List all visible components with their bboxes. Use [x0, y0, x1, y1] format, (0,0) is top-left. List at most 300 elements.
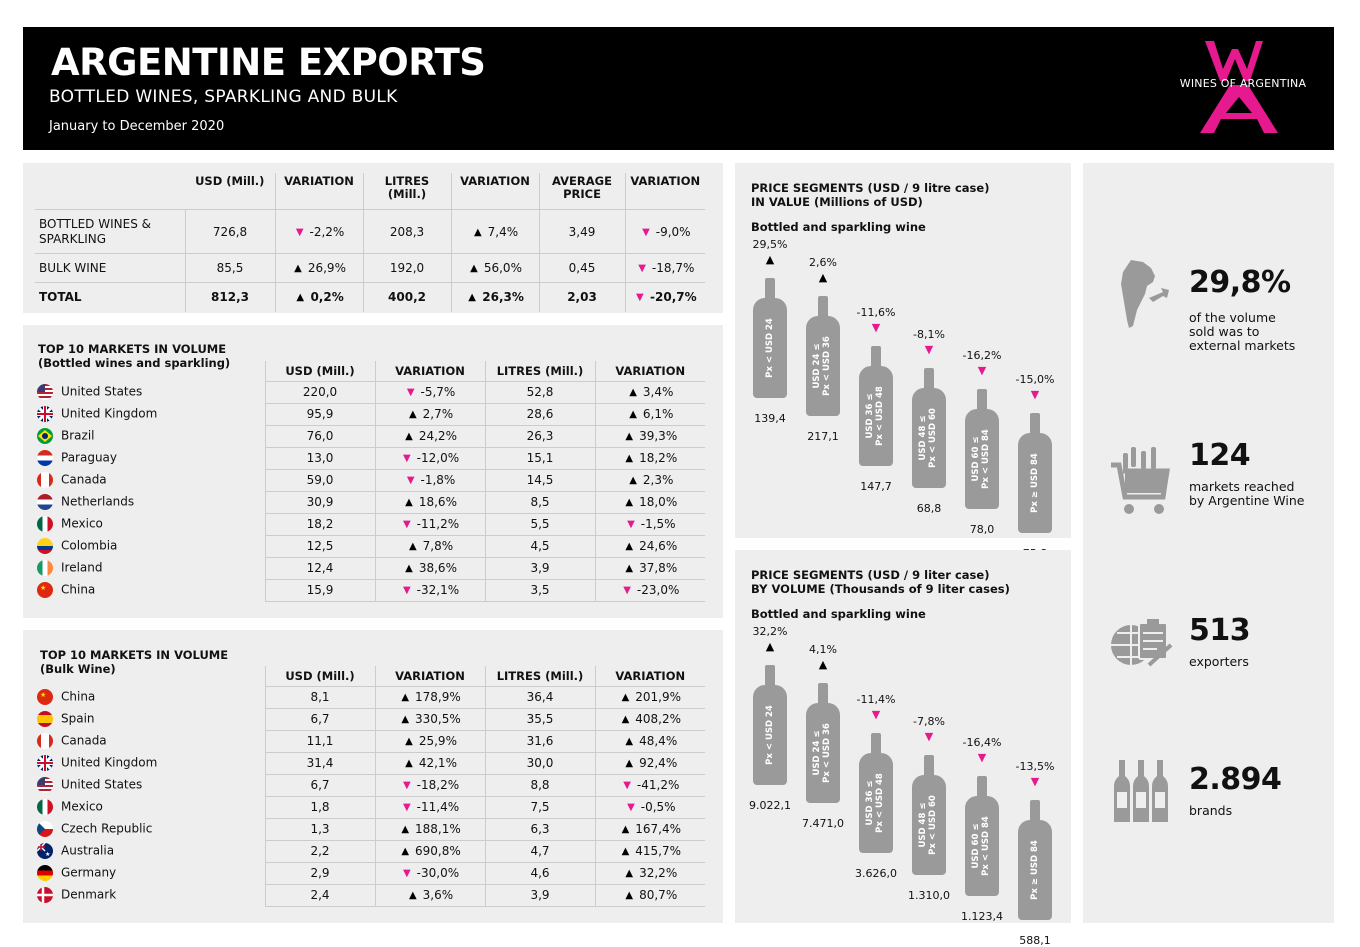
segment-variation: -8,1%: [913, 328, 945, 341]
segment-value: 139,4: [754, 412, 786, 425]
segment-label: USD 48 ≤ Px < USD 60: [918, 408, 938, 468]
variation-cell: ▼ -2,2%: [275, 210, 363, 254]
variation-cell: ▼ -9,0%: [625, 210, 705, 254]
variation-cell: ▲ 0,2%: [275, 283, 363, 312]
arrow-up-icon: ▲: [405, 736, 413, 747]
litres-cell: 4,5: [485, 535, 595, 557]
litres-cell: 192,0: [363, 254, 451, 283]
segment-variation: 4,1%: [809, 643, 837, 656]
country-name: Australia: [61, 843, 115, 858]
segment-variation: -11,4%: [856, 693, 896, 706]
arrow-down-icon: ▼: [642, 226, 650, 238]
table-row: [35, 579, 705, 601]
price-cell: 0,45: [539, 254, 625, 283]
segment-value: 3.626,0: [855, 867, 897, 880]
stat-text: markets reached by Argentine Wine: [1189, 479, 1305, 508]
col-variation: VARIATION: [595, 666, 705, 686]
country-cell: [35, 381, 265, 403]
country-name: China: [61, 582, 96, 597]
usd-cell: 6,7: [265, 708, 375, 730]
usd-cell: 95,9: [265, 403, 375, 425]
arrow-down-icon: ▼: [1030, 388, 1040, 401]
arrow-down-icon: ▼: [623, 585, 631, 596]
arrow-down-icon: ▼: [977, 751, 987, 764]
segment-label: USD 36 ≤ Px < USD 48: [865, 773, 885, 833]
col-litres: LITRES (Mill.): [485, 361, 595, 381]
arrow-down-icon: ▼: [403, 780, 411, 791]
arrow-up-icon: ▲: [818, 658, 828, 671]
litres-cell: 8,8: [485, 774, 595, 796]
arrow-up-icon: ▲: [621, 846, 630, 857]
segment-variation: 29,5%: [752, 238, 788, 251]
litres-cell: 3,9: [485, 557, 595, 579]
arrow-down-icon: ▼: [403, 802, 411, 813]
country-cell: [35, 774, 265, 796]
table-row: [35, 535, 705, 557]
arrow-up-icon: ▲: [625, 563, 634, 574]
variation-cell: ▼ -12,0%: [375, 447, 485, 469]
arrow-up-icon: ▲: [408, 409, 417, 420]
variation-cell: ▲ 48,4%: [595, 730, 705, 752]
segment-value: 588,1: [1019, 934, 1051, 947]
stat-number: 2.894: [1189, 762, 1282, 797]
flag-ca-icon: [37, 733, 53, 749]
usd-cell: 2,4: [265, 884, 375, 906]
price-cell: 2,03: [539, 283, 625, 312]
variation-cell: ▼ -11,2%: [375, 513, 485, 535]
table-row: [35, 491, 705, 513]
flag-uk-icon: [37, 406, 53, 422]
col-litres: LITRES (Mill.): [485, 666, 595, 686]
arrow-up-icon: ▲: [401, 714, 410, 725]
country-name: Netherlands: [61, 494, 135, 509]
stat-text: exporters: [1189, 654, 1249, 669]
litres-cell: 3,9: [485, 884, 595, 906]
country-cell: [35, 469, 265, 491]
country-name: Brazil: [61, 428, 95, 443]
variation-cell: ▼ -32,1%: [375, 579, 485, 601]
litres-cell: 52,8: [485, 381, 595, 403]
segment-variation: -11,6%: [856, 306, 896, 319]
variation-cell: ▲ 2,7%: [375, 403, 485, 425]
arrow-down-icon: ▼: [977, 364, 987, 377]
table-row: [35, 840, 705, 862]
arrow-up-icon: ▲: [405, 497, 413, 508]
col-variation: VARIATION: [595, 361, 705, 381]
variation-cell: ▲ 3,6%: [375, 884, 485, 906]
variation-cell: ▼ -18,7%: [625, 254, 705, 283]
country-name: Czech Republic: [61, 821, 153, 836]
row-label: TOTAL: [35, 283, 185, 312]
flag-ie-icon: [37, 560, 53, 576]
flag-nl-icon: [37, 494, 53, 510]
arrow-down-icon: ▼: [295, 226, 304, 238]
arrow-down-icon: ▼: [638, 263, 646, 274]
arrow-down-icon: ▼: [627, 519, 635, 530]
stat-text: brands: [1189, 803, 1233, 818]
usd-cell: 812,3: [185, 283, 275, 312]
bulk-markets-table: [35, 666, 705, 907]
segment-label: USD 24 ≤ Px < USD 36: [812, 723, 832, 783]
arrow-down-icon: ▼: [403, 519, 411, 530]
variation-cell: ▲ 201,9%: [595, 686, 705, 708]
arrow-up-icon: ▲: [621, 824, 630, 835]
stat-text: of the volume sold was to external markets: [1189, 310, 1296, 353]
litres-cell: 14,5: [485, 469, 595, 491]
litres-cell: 31,6: [485, 730, 595, 752]
flag-mx-icon: [37, 516, 53, 532]
arrow-up-icon: ▲: [405, 431, 413, 442]
page-subtitle: BOTTLED WINES, SPARKLING AND BULK: [49, 87, 398, 107]
flag-us-icon: [37, 384, 53, 400]
segment-value: 9.022,1: [749, 799, 791, 812]
segment-variation: 32,2%: [752, 625, 788, 638]
country-name: Paraguay: [61, 450, 118, 465]
arrow-up-icon: ▲: [405, 563, 413, 574]
flag-ca-icon: [37, 472, 53, 488]
segment-variation: 2,6%: [809, 256, 837, 269]
usd-cell: 1,3: [265, 818, 375, 840]
bottles-icon: [1113, 758, 1173, 824]
flag-co-icon: [37, 538, 53, 554]
col-litres: LITRES (Mill.): [363, 173, 451, 210]
usd-cell: 13,0: [265, 447, 375, 469]
segment-variation: -13,5%: [1015, 760, 1055, 773]
usd-cell: 12,5: [265, 535, 375, 557]
segment-value: 68,8: [916, 502, 942, 515]
variation-cell: ▼ -5,7%: [375, 381, 485, 403]
country-name: Mexico: [61, 516, 103, 531]
segment-value: 78,0: [969, 523, 995, 536]
table-row: [35, 730, 705, 752]
table-row: [35, 425, 705, 447]
arrow-up-icon: ▲: [621, 714, 630, 725]
col-variation: VARIATION: [275, 173, 363, 210]
page-title: ARGENTINE EXPORTS: [51, 41, 486, 84]
litres-cell: 208,3: [363, 210, 451, 254]
country-name: United Kingdom: [61, 406, 158, 421]
variation-cell: ▼ -0,5%: [595, 796, 705, 818]
segment-value: 217,1: [807, 430, 839, 443]
arrow-down-icon: ▼: [403, 453, 411, 464]
segment-label: USD 60 ≤ Px < USD 84: [971, 429, 991, 489]
variation-cell: ▲ 18,0%: [595, 491, 705, 513]
table-row: [35, 381, 705, 403]
litres-cell: 36,4: [485, 686, 595, 708]
row-label: BOTTLED WINES & SPARKLING: [35, 210, 185, 254]
stats-panel: [1083, 163, 1334, 923]
litres-cell: 4,6: [485, 862, 595, 884]
variation-cell: ▲ 3,4%: [595, 381, 705, 403]
logo-text: WINES OF ARGENTINA: [1179, 77, 1307, 90]
country-cell: [35, 557, 265, 579]
arrow-up-icon: ▲: [401, 846, 410, 857]
table-row: [35, 752, 705, 774]
segments-value-subtitle: Bottled and sparkling wine: [751, 220, 926, 234]
arrow-up-icon: ▲: [408, 541, 417, 552]
country-name: Canada: [61, 472, 107, 487]
usd-cell: 6,7: [265, 774, 375, 796]
variation-cell: ▲ 690,8%: [375, 840, 485, 862]
usd-cell: 1,8: [265, 796, 375, 818]
usd-cell: 2,9: [265, 862, 375, 884]
segment-label: Px < USD 24: [765, 705, 775, 765]
segment-variation: -7,8%: [913, 715, 945, 728]
usd-cell: 11,1: [265, 730, 375, 752]
variation-cell: ▲ 7,8%: [375, 535, 485, 557]
usd-cell: 30,9: [265, 491, 375, 513]
flag-cn-icon: [37, 582, 53, 598]
arrow-up-icon: ▲: [818, 271, 828, 284]
row-label: BULK WINE: [35, 254, 185, 283]
arrow-down-icon: ▼: [406, 387, 415, 398]
segment-label: USD 60 ≤ Px < USD 84: [971, 816, 991, 876]
country-cell: [35, 447, 265, 469]
variation-cell: ▲ 39,3%: [595, 425, 705, 447]
table-row: [35, 884, 705, 906]
arrow-down-icon: ▼: [871, 321, 881, 334]
segment-label: Px < USD 24: [765, 318, 775, 378]
col-variation: VARIATION: [625, 173, 705, 210]
variation-cell: ▲ 408,2%: [595, 708, 705, 730]
table-row: [35, 774, 705, 796]
map-icon: [1113, 258, 1171, 330]
arrow-up-icon: ▲: [625, 497, 634, 508]
litres-cell: 8,5: [485, 491, 595, 513]
table-row: [35, 796, 705, 818]
arrow-up-icon: ▲: [408, 890, 417, 901]
segment-label: Px ≥ USD 84: [1030, 453, 1040, 513]
country-cell: [35, 730, 265, 752]
bulk-markets-title: TOP 10 MARKETS IN VOLUME (Bulk Wine): [40, 648, 229, 676]
svg-text:★: ★: [45, 851, 51, 858]
segment-value: 1.123,4: [961, 910, 1003, 923]
country-name: Ireland: [61, 560, 103, 575]
col-usd: USD (Mill.): [195, 174, 265, 188]
country-cell: [35, 513, 265, 535]
arrow-up-icon: ▲: [765, 640, 775, 653]
table-row: [35, 862, 705, 884]
litres-cell: 30,0: [485, 752, 595, 774]
globe-clipboard-icon: [1109, 615, 1173, 671]
arrow-up-icon: ▲: [401, 824, 410, 835]
variation-cell: ▼ -30,0%: [375, 862, 485, 884]
usd-cell: 15,9: [265, 579, 375, 601]
variation-cell: ▲ 32,2%: [595, 862, 705, 884]
segment-value: 147,7: [860, 480, 892, 493]
usd-cell: 726,8: [185, 210, 275, 254]
variation-cell: ▲ 24,2%: [375, 425, 485, 447]
svg-text:★: ★: [40, 584, 47, 592]
flag-de-icon: [37, 865, 53, 881]
segment-variation: -16,2%: [962, 349, 1002, 362]
variation-cell: ▲ 330,5%: [375, 708, 485, 730]
table-row: [35, 513, 705, 535]
variation-cell: ▲ 178,9%: [375, 686, 485, 708]
flag-cz-icon: [37, 821, 53, 837]
country-cell: [35, 535, 265, 557]
flag-uk-icon: [37, 755, 53, 771]
variation-cell: ▲ 415,7%: [595, 840, 705, 862]
arrow-up-icon: ▲: [625, 431, 634, 442]
usd-cell: 76,0: [265, 425, 375, 447]
country-name: Spain: [61, 711, 95, 726]
variation-cell: ▲ 80,7%: [595, 884, 705, 906]
arrow-up-icon: ▲: [296, 292, 305, 304]
litres-cell: 4,7: [485, 840, 595, 862]
variation-cell: ▲ 24,6%: [595, 535, 705, 557]
segment-label: USD 36 ≤ Px < USD 48: [865, 386, 885, 446]
header: [23, 27, 1334, 150]
litres-cell: 5,5: [485, 513, 595, 535]
arrow-down-icon: ▼: [406, 475, 415, 486]
flag-dk-icon: [37, 887, 53, 903]
variation-cell: ▼ -20,7%: [625, 283, 705, 312]
litres-cell: 3,5: [485, 579, 595, 601]
bottled-markets-title: TOP 10 MARKETS IN VOLUME (Bottled wines and sparkling): [38, 342, 231, 370]
table-row: [35, 557, 705, 579]
country-cell: [35, 425, 265, 447]
flag-cn-icon: [37, 689, 53, 705]
segment-label: Px ≥ USD 84: [1030, 840, 1040, 900]
segment-value: 1.310,0: [908, 889, 950, 902]
arrow-down-icon: ▼: [627, 802, 635, 813]
variation-cell: ▼ -41,2%: [595, 774, 705, 796]
stat-number: 513: [1189, 613, 1251, 648]
col-variation: VARIATION: [375, 666, 485, 686]
arrow-down-icon: ▼: [623, 780, 631, 791]
segment-value: 7.471,0: [802, 817, 844, 830]
litres-cell: 28,6: [485, 403, 595, 425]
country-cell: [35, 796, 265, 818]
arrow-up-icon: ▲: [625, 868, 634, 879]
segment-variation: -16,4%: [962, 736, 1002, 749]
usd-cell: 2,2: [265, 840, 375, 862]
price-cell: 3,49: [539, 210, 625, 254]
country-cell: [35, 403, 265, 425]
table-row: [35, 254, 705, 283]
arrow-up-icon: ▲: [625, 890, 634, 901]
litres-cell: 35,5: [485, 708, 595, 730]
usd-cell: 59,0: [265, 469, 375, 491]
country-cell: [35, 840, 265, 862]
wines-of-argentina-logo: [1168, 39, 1318, 139]
arrow-down-icon: ▼: [403, 868, 411, 879]
country-cell: [35, 686, 265, 708]
variation-cell: ▲ 25,9%: [375, 730, 485, 752]
arrow-down-icon: ▼: [924, 343, 934, 356]
segment-label: USD 48 ≤ Px < USD 60: [918, 795, 938, 855]
bulk-markets-panel: [23, 630, 723, 923]
litres-cell: 26,3: [485, 425, 595, 447]
segments-volume-panel: [735, 550, 1071, 947]
stat-number: 124: [1189, 438, 1251, 473]
country-cell: [35, 579, 265, 601]
arrow-up-icon: ▲: [625, 736, 634, 747]
arrow-up-icon: ▲: [294, 263, 302, 274]
table-row: [35, 447, 705, 469]
arrow-down-icon: ▼: [635, 292, 644, 304]
variation-cell: ▲ 7,4%: [451, 210, 539, 254]
variation-cell: ▲ 18,6%: [375, 491, 485, 513]
table-row: [35, 686, 705, 708]
usd-cell: 12,4: [265, 557, 375, 579]
summary-table: [35, 173, 705, 312]
col-variation: VARIATION: [375, 361, 485, 381]
flag-es-icon: [37, 711, 53, 727]
variation-cell: ▼ -1,5%: [595, 513, 705, 535]
variation-cell: ▲ 37,8%: [595, 557, 705, 579]
country-name: United States: [61, 384, 143, 399]
arrow-up-icon: ▲: [765, 253, 775, 266]
flag-mx-icon: [37, 799, 53, 815]
arrow-up-icon: ▲: [621, 692, 630, 703]
variation-cell: ▼ -1,8%: [375, 469, 485, 491]
usd-cell: 31,4: [265, 752, 375, 774]
arrow-down-icon: ▼: [871, 708, 881, 721]
variation-cell: ▲ 18,2%: [595, 447, 705, 469]
country-cell: [35, 818, 265, 840]
litres-cell: 6,3: [485, 818, 595, 840]
country-cell: [35, 752, 265, 774]
bottled-markets-table: [35, 361, 705, 602]
col-usd: USD (Mill.): [265, 666, 375, 686]
arrow-up-icon: ▲: [405, 758, 413, 769]
litres-cell: 400,2: [363, 283, 451, 312]
summary-panel: [23, 163, 723, 313]
variation-cell: ▲ 92,4%: [595, 752, 705, 774]
arrow-up-icon: ▲: [629, 409, 637, 420]
segments-value-title: PRICE SEGMENTS (USD / 9 litre case) IN VALUE (Millions of USD): [751, 181, 990, 209]
variation-cell: ▲ 26,3%: [451, 283, 539, 312]
segment-variation: -15,0%: [1015, 373, 1055, 386]
arrow-up-icon: ▲: [468, 292, 476, 304]
variation-cell: ▲ 42,1%: [375, 752, 485, 774]
arrow-up-icon: ▲: [629, 475, 637, 486]
country-name: China: [61, 689, 96, 704]
usd-cell: 18,2: [265, 513, 375, 535]
arrow-up-icon: ▲: [401, 692, 410, 703]
variation-cell: ▲ 188,1%: [375, 818, 485, 840]
arrow-up-icon: ▲: [470, 263, 478, 274]
arrow-up-icon: ▲: [625, 453, 634, 464]
table-row: [35, 708, 705, 730]
variation-cell: ▲ 6,1%: [595, 403, 705, 425]
usd-cell: 220,0: [265, 381, 375, 403]
country-cell: [35, 862, 265, 884]
arrow-down-icon: ▼: [924, 730, 934, 743]
variation-cell: ▲ 167,4%: [595, 818, 705, 840]
flag-us-icon: [37, 777, 53, 793]
country-name: United States: [61, 777, 143, 792]
country-name: Canada: [61, 733, 107, 748]
col-usd: USD (Mill.): [265, 361, 375, 381]
country-cell: [35, 491, 265, 513]
arrow-up-icon: ▲: [625, 541, 634, 552]
bottled-markets-panel: [23, 325, 723, 618]
variation-cell: ▲ 2,3%: [595, 469, 705, 491]
segments-volume-title: PRICE SEGMENTS (USD / 9 liter case) BY VOLUME (Thousands of 9 liter cases): [751, 568, 1010, 596]
arrow-down-icon: ▼: [403, 585, 411, 596]
flag-au-icon: [37, 843, 53, 859]
usd-cell: 85,5: [185, 254, 275, 283]
arrow-up-icon: ▲: [629, 387, 637, 398]
country-name: Mexico: [61, 799, 103, 814]
country-name: Denmark: [61, 887, 117, 902]
litres-cell: 15,1: [485, 447, 595, 469]
variation-cell: ▲ 56,0%: [451, 254, 539, 283]
table-row: [35, 469, 705, 491]
